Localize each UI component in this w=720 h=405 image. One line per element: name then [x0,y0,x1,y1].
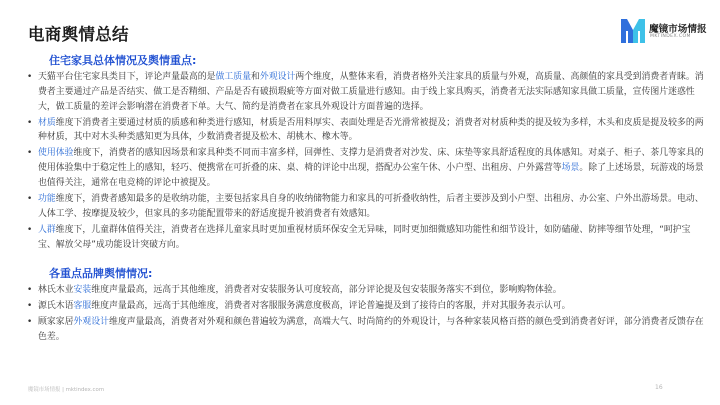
page-title: 电商舆情总结 [28,25,129,44]
footer-brand-name: 魔镜市场情报 [28,387,61,393]
highlight-keyword: 外观设计 [73,316,109,327]
overview-list [26,70,704,254]
highlight-keyword: 场景 [561,163,580,174]
logo-url: MKTINDEX.COM [650,34,691,39]
list-item: • 源氏木语客服维度声量最高，远高于其他维度，消费者对客服服务满意度极高，评论普遍提及到了接待白的客服，并对其服务表示认可。 [27,300,571,311]
list-item: • 顾家家居外观设计维度声量最高，消费者对外观和颜色普遍较为满意，高端大气、时尚简约的外观设计，与各种家装风格百搭的颜色受到消费者好评，部分消费者反馈存在色差。 [27,316,704,342]
list-item: • 天猫平台住宅家具类目下，评论声量最高的是做工质量和外观设计两个维度，从整体来看，消费者格外关注家具的质量与外观，高质量、高颜值的家具受到消费者青睐。消费者主要通过产品是否结实、做工是否精细、产品是否有破损瑕疵等方面对做工质量进行感知。由于线上家具购买，消费者无法实际感知家具做工质量，宣传图片迷惑性大，做工质量的差评会影响潜在消费者下单。大气、简约是消费者在家具外观设计方面普遍的选择。 [27,72,704,112]
page-number: 16 [655,384,663,391]
section-heading-brands: 各重点品牌舆情情况: [49,267,153,280]
list-item: • 人群维度下，儿童群体值得关注，消费者在选择儿童家具时更加重视材质环保安全无异味，同时更加细微感知功能性和细节设计，如防磕碰、防摔等细节处理，“呵护宝宝、解放父母”成功能设计突破方向。 [27,224,691,250]
list-item: • 材质维度下消费者主要通过材质的质感和种类进行感知，材质是否用料厚实、表面处理是否光滑常被提及；消费者对材质种类的提及较为多样，木头和皮质是提及较多的两种材质，其中对木头种类感知更为具体，少数消费者提及松木、胡桃木、橡木等。 [27,117,704,143]
brand-list [26,283,704,346]
footer-url: mktindex.com [65,387,105,393]
highlight-keyword: 功能 [38,193,56,204]
logo-name: 魔镜市场情报 [649,24,707,35]
logo-m-icon [620,17,646,44]
highlight-keyword: 材质 [38,117,56,128]
highlight-keyword: 客服 [73,300,92,311]
highlight-keyword: 安装 [73,285,92,295]
highlight-keyword: 外观设计 [259,72,296,82]
footer-brand: 魔镜市场情报 | mktindex.com [28,387,105,393]
section-heading-overview: 住宅家具总体情况及舆情重点: [49,54,197,67]
highlight-keyword: 人群 [38,224,56,235]
list-item: • 功能维度下，消费者感知最多的是收纳功能，主要包括家具自身的收纳储物能力和家具的可折叠收纳性，后者主要涉及到小户型、出租房、办公室、户外出游场景。电动、人体工学、按摩提及较少，但家具的多功能配置带来的舒适度提升被消费者有效感知。 [27,193,704,219]
highlight-keyword: 使用体验 [38,148,74,159]
list-item: • 林氏木业安装维度声量最高，远高于其他维度，消费者对安装服务认可度较高，部分评论提及包安装服务落实不到位，影响购物体验。 [27,285,562,295]
highlight-keyword: 做工质量 [215,72,251,82]
list-item: • 使用体验维度下，消费者的感知因场景和家具种类不同而丰富多样，回弹性、支撑力是消费者对沙发、床、床垫等家具舒适程度的具体感知。对桌子、柜子、茶几等家具的使用体验集中于稳定性上的感知，轻巧、便携常在可折叠的床、桌、椅的评论中出现，搭配办公室午休、小户型、出租房、户外露营等场景。除了上述场景，玩游戏的场景也值得关注，通常在电竞椅的评论中被提及。 [27,148,704,188]
brand-logo [620,17,716,45]
